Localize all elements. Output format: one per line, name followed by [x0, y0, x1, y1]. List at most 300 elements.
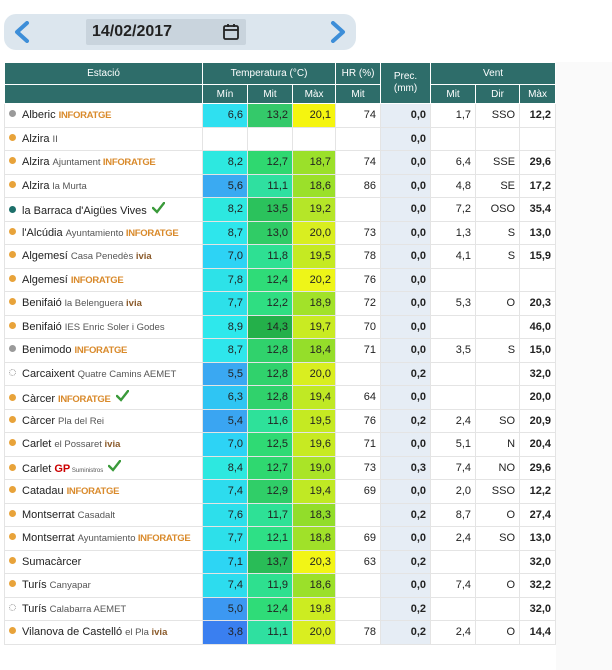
wind-dir-cell: SE: [476, 174, 520, 198]
temp-max-cell: 19,5: [293, 245, 336, 269]
station-cell[interactable]: [5, 198, 203, 222]
wind-dir-cell: [476, 362, 520, 386]
humidity-cell: 78: [336, 621, 381, 645]
temp-mit-cell: 13,7: [248, 550, 293, 574]
wind-dir-cell: SSO: [476, 104, 520, 128]
wind-dir-cell: S: [476, 245, 520, 269]
wind-max-cell: 13,0: [520, 527, 556, 551]
temp-min-cell: 8,2: [203, 198, 248, 222]
wind-dir-cell: OSO: [476, 198, 520, 222]
table-row[interactable]: [5, 621, 556, 645]
wind-mit-cell: 6,4: [431, 151, 476, 175]
precip-cell: 0,0: [381, 574, 431, 598]
table-row[interactable]: [5, 386, 556, 410]
wind-mit-cell: 7,4: [431, 456, 476, 480]
table-row[interactable]: [5, 456, 556, 480]
station-name[interactable]: Benifaió: [22, 320, 62, 333]
precip-cell: 0,2: [381, 503, 431, 527]
wind-mit-cell: 5,3: [431, 292, 476, 316]
temp-max-cell: 19,2: [293, 198, 336, 222]
temp-max-cell: 20,3: [293, 550, 336, 574]
temp-max-cell: 18,6: [293, 174, 336, 198]
temp-mit-cell: 11,9: [248, 574, 293, 598]
station-name[interactable]: Catadau: [22, 485, 64, 498]
station-status-dot: [9, 322, 16, 329]
station-status-dot: [9, 533, 16, 540]
header-precip[interactable]: Prec. (mm): [381, 63, 431, 104]
station-source: INFORATGE: [58, 110, 112, 122]
table-row[interactable]: [5, 574, 556, 598]
header-temp-max[interactable]: Màx: [293, 85, 336, 104]
station-status-dot: [9, 228, 16, 235]
temp-min-cell: 6,3: [203, 386, 248, 410]
station-cell[interactable]: [5, 386, 203, 410]
temp-mit-cell: 12,7: [248, 456, 293, 480]
wind-max-cell: 29,6: [520, 151, 556, 175]
precip-cell: 0,0: [381, 433, 431, 457]
station-status-dot: [9, 275, 16, 282]
station-name[interactable]: l'Alcúdia: [22, 226, 63, 239]
station-source-logo-text: Suministros: [70, 468, 104, 475]
station-source: IES Enric Soler i Godes: [64, 321, 165, 333]
station-name[interactable]: Turís: [22, 602, 47, 615]
station-name[interactable]: Carlet: [22, 463, 52, 476]
temp-mit-cell: 13,5: [248, 198, 293, 222]
wind-mit-cell: 2,4: [431, 621, 476, 645]
station-source: Ajuntament INFORATGE: [52, 157, 156, 169]
temp-max-cell: 19,8: [293, 597, 336, 621]
station-status-dot: [9, 181, 16, 188]
station-source: la Murta: [52, 180, 87, 192]
humidity-cell: 86: [336, 174, 381, 198]
temp-max-cell: 18,3: [293, 503, 336, 527]
humidity-cell: 71: [336, 339, 381, 363]
temp-min-cell: 7,8: [203, 268, 248, 292]
precip-cell: 0,0: [381, 315, 431, 339]
wind-dir-cell: N: [476, 433, 520, 457]
station-cell[interactable]: [5, 503, 203, 527]
wind-mit-cell: 5,1: [431, 433, 476, 457]
station-source: II: [52, 133, 58, 145]
station-source: la Belenguera ivia: [64, 298, 142, 310]
station-cell[interactable]: [5, 621, 203, 645]
station-status-dot: [9, 251, 16, 258]
temp-max-cell: 19,6: [293, 433, 336, 457]
temp-mit-cell: [248, 127, 293, 151]
station-status-dot: [9, 206, 16, 213]
station-source: el Pla ivia: [125, 627, 168, 639]
wind-max-cell: 14,4: [520, 621, 556, 645]
precip-cell: 0,2: [381, 597, 431, 621]
header-hr-mit[interactable]: Mit: [336, 85, 381, 104]
wind-dir-cell: SSO: [476, 480, 520, 504]
humidity-cell: 70: [336, 315, 381, 339]
temp-max-cell: 19,4: [293, 480, 336, 504]
station-source: INFORATGE: [70, 274, 124, 286]
temp-min-cell: 8,7: [203, 221, 248, 245]
wind-mit-cell: 2,0: [431, 480, 476, 504]
station-status-dot: [9, 298, 16, 305]
station-name[interactable]: Montserrat: [22, 532, 75, 545]
wind-dir-cell: O: [476, 621, 520, 645]
temp-mit-cell: 12,8: [248, 339, 293, 363]
station-cell[interactable]: [5, 433, 203, 457]
wind-dir-cell: O: [476, 292, 520, 316]
humidity-cell: 69: [336, 480, 381, 504]
precip-cell: 0,0: [381, 386, 431, 410]
table-row[interactable]: [5, 245, 556, 269]
humidity-cell: 74: [336, 151, 381, 175]
next-day-button[interactable]: [324, 18, 352, 46]
header-humidity[interactable]: HR (%): [336, 63, 381, 85]
wind-max-cell: 12,2: [520, 480, 556, 504]
station-name[interactable]: Alzira: [22, 156, 50, 169]
station-name[interactable]: la Barraca d'Aigües Vives: [22, 204, 147, 217]
station-name[interactable]: Carlet: [22, 438, 52, 451]
station-source: Calabarra AEMET: [49, 603, 127, 615]
header-wind[interactable]: Vent: [431, 63, 556, 85]
wind-dir-cell: [476, 127, 520, 151]
table-row[interactable]: [5, 127, 556, 151]
station-cell[interactable]: [5, 480, 203, 504]
header-temperature[interactable]: Temperatura (°C): [203, 63, 336, 85]
precip-cell: 0,0: [381, 527, 431, 551]
table-body: [5, 104, 556, 645]
precip-cell: 0,3: [381, 456, 431, 480]
chevron-right-icon: [329, 21, 347, 43]
wind-max-cell: [520, 268, 556, 292]
humidity-cell: [336, 597, 381, 621]
temp-max-cell: 19,4: [293, 386, 336, 410]
wind-mit-cell: [431, 386, 476, 410]
wind-max-cell: 15,9: [520, 245, 556, 269]
calendar-icon[interactable]: [222, 23, 240, 41]
station-cell[interactable]: [5, 527, 203, 551]
header-temp-mit[interactable]: Mit: [248, 85, 293, 104]
temp-mit-cell: 11,1: [248, 174, 293, 198]
wind-max-cell: 20,0: [520, 386, 556, 410]
verified-check-icon: [152, 205, 165, 217]
weather-table: [4, 62, 556, 645]
temp-max-cell: 18,4: [293, 339, 336, 363]
table-row[interactable]: [5, 409, 556, 433]
station-cell[interactable]: [5, 127, 203, 151]
wind-mit-cell: 1,7: [431, 104, 476, 128]
wind-dir-cell: SSE: [476, 151, 520, 175]
station-cell[interactable]: [5, 550, 203, 574]
station-status-dot: [9, 557, 16, 564]
wind-mit-cell: 1,3: [431, 221, 476, 245]
header-temp-min[interactable]: Mín: [203, 85, 248, 104]
station-cell[interactable]: [5, 315, 203, 339]
temp-min-cell: 5,0: [203, 597, 248, 621]
table-row[interactable]: [5, 292, 556, 316]
temp-min-cell: 7,0: [203, 245, 248, 269]
table-row[interactable]: [5, 174, 556, 198]
station-cell[interactable]: [5, 597, 203, 621]
station-source: Ayuntamiento INFORATGE: [65, 227, 179, 239]
table-row[interactable]: [5, 315, 556, 339]
wind-mit-cell: [431, 362, 476, 386]
wind-mit-cell: [431, 127, 476, 151]
station-status-dot: [9, 134, 16, 141]
humidity-cell: 69: [336, 527, 381, 551]
table-row[interactable]: [5, 221, 556, 245]
wind-dir-cell: S: [476, 221, 520, 245]
temp-mit-cell: 12,4: [248, 597, 293, 621]
station-source: Casa Penedès ivia: [70, 251, 152, 263]
temp-mit-cell: 13,2: [248, 104, 293, 128]
wind-mit-cell: 7,4: [431, 574, 476, 598]
precip-cell: 0,0: [381, 104, 431, 128]
temp-max-cell: 20,0: [293, 221, 336, 245]
temp-mit-cell: 14,3: [248, 315, 293, 339]
temp-max-cell: 20,2: [293, 268, 336, 292]
table-row[interactable]: [5, 104, 556, 128]
temp-mit-cell: 12,5: [248, 433, 293, 457]
temp-mit-cell: 12,2: [248, 292, 293, 316]
station-source: INFORATGE: [58, 393, 111, 405]
station-status-dot: [9, 439, 16, 446]
table-row[interactable]: [5, 339, 556, 363]
temp-min-cell: 8,2: [203, 151, 248, 175]
temp-max-cell: 18,6: [293, 574, 336, 598]
station-name[interactable]: Benimodo: [22, 344, 72, 357]
wind-mit-cell: 4,1: [431, 245, 476, 269]
wind-max-cell: 35,4: [520, 198, 556, 222]
wind-dir-cell: SO: [476, 527, 520, 551]
station-source-logo: GP: [54, 463, 71, 476]
station-cell[interactable]: [5, 221, 203, 245]
date-field[interactable]: [86, 19, 246, 45]
station-name[interactable]: Sumacàrcer: [22, 555, 82, 568]
date-navigator: [4, 14, 356, 50]
temp-min-cell: 5,4: [203, 409, 248, 433]
temp-min-cell: 7,1: [203, 550, 248, 574]
wind-max-cell: 46,0: [520, 315, 556, 339]
station-name[interactable]: Benifaió: [22, 297, 62, 310]
temp-min-cell: 7,7: [203, 292, 248, 316]
wind-dir-cell: NO: [476, 456, 520, 480]
station-name[interactable]: Algemesí: [22, 250, 68, 263]
station-source: Canyapar: [49, 580, 91, 592]
precip-cell: 0,0: [381, 151, 431, 175]
station-source: el Possaret ivia: [54, 439, 121, 451]
temp-min-cell: 7,4: [203, 574, 248, 598]
wind-mit-cell: [431, 597, 476, 621]
precip-cell: 0,2: [381, 621, 431, 645]
temp-mit-cell: 12,7: [248, 151, 293, 175]
wind-max-cell: 13,0: [520, 221, 556, 245]
table-row[interactable]: [5, 527, 556, 551]
precip-cell: 0,0: [381, 245, 431, 269]
wind-max-cell: 20,9: [520, 409, 556, 433]
table-row[interactable]: [5, 151, 556, 175]
temp-max-cell: 19,5: [293, 409, 336, 433]
table-row[interactable]: [5, 268, 556, 292]
station-cell[interactable]: [5, 268, 203, 292]
table-row[interactable]: [5, 550, 556, 574]
table-row[interactable]: [5, 433, 556, 457]
wind-mit-cell: [431, 315, 476, 339]
humidity-cell: 78: [336, 245, 381, 269]
station-name[interactable]: Alzira: [22, 179, 50, 192]
temp-mit-cell: 11,8: [248, 245, 293, 269]
temp-mit-cell: 12,9: [248, 480, 293, 504]
temp-min-cell: 7,4: [203, 480, 248, 504]
temp-max-cell: 18,9: [293, 292, 336, 316]
station-name[interactable]: Càrcer: [22, 414, 56, 427]
humidity-cell: 73: [336, 221, 381, 245]
temp-min-cell: 7,6: [203, 503, 248, 527]
station-source: INFORATGE: [66, 486, 120, 498]
temp-max-cell: 20,1: [293, 104, 336, 128]
temp-mit-cell: 12,8: [248, 362, 293, 386]
temp-max-cell: 19,7: [293, 315, 336, 339]
precip-cell: 0,2: [381, 550, 431, 574]
temp-min-cell: 5,5: [203, 362, 248, 386]
wind-mit-cell: 7,2: [431, 198, 476, 222]
header-station[interactable]: Estació: [5, 63, 203, 85]
station-cell[interactable]: [5, 339, 203, 363]
wind-dir-cell: [476, 315, 520, 339]
humidity-cell: [336, 198, 381, 222]
temp-min-cell: [203, 127, 248, 151]
station-status-dot: [9, 464, 16, 471]
temp-mit-cell: 12,1: [248, 527, 293, 551]
wind-dir-cell: O: [476, 503, 520, 527]
station-name[interactable]: Alberic: [22, 109, 56, 122]
temp-min-cell: 5,6: [203, 174, 248, 198]
station-status-dot: [9, 604, 16, 611]
header-wind-mit[interactable]: Mit: [431, 85, 476, 104]
wind-mit-cell: 2,4: [431, 527, 476, 551]
wind-max-cell: 32,0: [520, 550, 556, 574]
station-status-dot: [9, 157, 16, 164]
header-station-sub: [5, 85, 203, 104]
station-status-dot: [9, 627, 16, 634]
station-status-dot: [9, 510, 16, 517]
header-wind-dir[interactable]: Dir: [476, 85, 520, 104]
header-wind-max[interactable]: Màx: [520, 85, 556, 104]
table-row[interactable]: [5, 480, 556, 504]
wind-max-cell: 32,2: [520, 574, 556, 598]
wind-dir-cell: O: [476, 574, 520, 598]
precip-cell: 0,0: [381, 292, 431, 316]
temp-min-cell: 8,4: [203, 456, 248, 480]
temp-mit-cell: 12,4: [248, 268, 293, 292]
table-row[interactable]: [5, 198, 556, 222]
station-cell[interactable]: [5, 245, 203, 269]
precip-cell: 0,0: [381, 339, 431, 363]
previous-day-button[interactable]: [8, 18, 36, 46]
station-cell[interactable]: [5, 456, 203, 480]
table-row[interactable]: [5, 362, 556, 386]
wind-dir-cell: SO: [476, 409, 520, 433]
station-cell[interactable]: [5, 104, 203, 128]
humidity-cell: [336, 127, 381, 151]
station-status-dot: [9, 345, 16, 352]
temp-min-cell: 7,0: [203, 433, 248, 457]
station-cell[interactable]: [5, 292, 203, 316]
temp-min-cell: 3,8: [203, 621, 248, 645]
wind-max-cell: [520, 127, 556, 151]
table-row[interactable]: [5, 503, 556, 527]
precip-cell: 0,0: [381, 198, 431, 222]
wind-mit-cell: 8,7: [431, 503, 476, 527]
station-name[interactable]: Vilanova de Castelló: [22, 626, 123, 639]
precip-cell: 0,0: [381, 174, 431, 198]
station-status-dot: [9, 394, 16, 401]
temp-min-cell: 6,6: [203, 104, 248, 128]
temp-min-cell: 8,9: [203, 315, 248, 339]
temp-mit-cell: 11,1: [248, 621, 293, 645]
wind-max-cell: 17,2: [520, 174, 556, 198]
station-name[interactable]: Carcaixent: [22, 367, 75, 380]
precip-cell: 0,0: [381, 268, 431, 292]
station-name[interactable]: Alzira: [22, 132, 50, 145]
humidity-cell: [336, 574, 381, 598]
humidity-cell: 72: [336, 292, 381, 316]
wind-mit-cell: 2,4: [431, 409, 476, 433]
station-cell[interactable]: [5, 174, 203, 198]
humidity-cell: 74: [336, 104, 381, 128]
temp-max-cell: 18,7: [293, 151, 336, 175]
table-row[interactable]: [5, 597, 556, 621]
station-cell[interactable]: [5, 574, 203, 598]
temp-mit-cell: 11,7: [248, 503, 293, 527]
wind-dir-cell: [476, 550, 520, 574]
station-status-dot: [9, 369, 16, 376]
wind-max-cell: 27,4: [520, 503, 556, 527]
temp-max-cell: 20,0: [293, 362, 336, 386]
station-cell[interactable]: [5, 151, 203, 175]
temp-min-cell: 8,7: [203, 339, 248, 363]
station-source: Ayuntamiento INFORATGE: [77, 533, 191, 545]
temp-mit-cell: 13,0: [248, 221, 293, 245]
humidity-cell: 73: [336, 456, 381, 480]
humidity-cell: 64: [336, 386, 381, 410]
temp-min-cell: 7,7: [203, 527, 248, 551]
wind-mit-cell: [431, 550, 476, 574]
date-value: 14/02/2017: [92, 23, 173, 40]
humidity-cell: [336, 503, 381, 527]
wind-max-cell: 20,3: [520, 292, 556, 316]
temp-max-cell: 19,0: [293, 456, 336, 480]
station-cell[interactable]: [5, 362, 203, 386]
humidity-cell: 76: [336, 268, 381, 292]
precip-cell: 0,2: [381, 362, 431, 386]
wind-dir-cell: S: [476, 339, 520, 363]
station-source: INFORATGE: [74, 345, 128, 357]
temp-mit-cell: 12,8: [248, 386, 293, 410]
wind-dir-cell: [476, 386, 520, 410]
station-cell[interactable]: [5, 409, 203, 433]
station-name[interactable]: Turís: [22, 579, 47, 592]
side-margin: [556, 62, 612, 670]
station-source: Pla del Rei: [58, 415, 104, 427]
precip-cell: 0,0: [381, 221, 431, 245]
station-name[interactable]: Montserrat: [22, 508, 75, 521]
station-status-dot: [9, 486, 16, 493]
wind-max-cell: 32,0: [520, 597, 556, 621]
station-name[interactable]: Càrcer: [22, 392, 56, 405]
station-status-dot: [9, 110, 16, 117]
station-name[interactable]: Algemesí: [22, 273, 68, 286]
station-source: Quatre Camins AEMET: [77, 368, 177, 380]
temp-max-cell: 20,0: [293, 621, 336, 645]
station-status-dot: [9, 416, 16, 423]
